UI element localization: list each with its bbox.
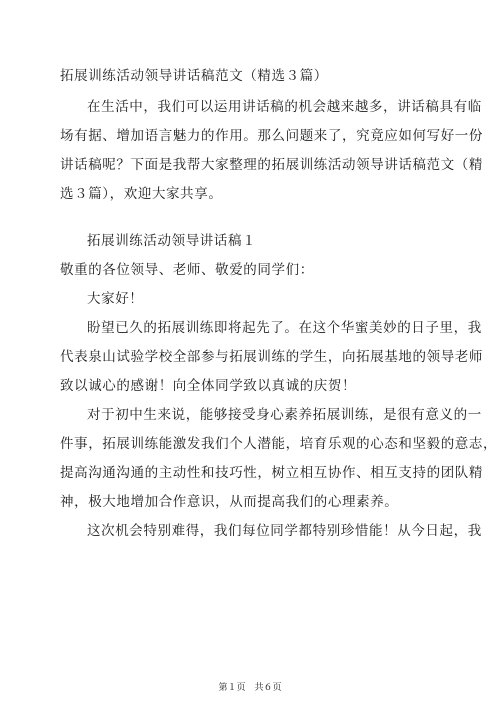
page-footer: 第１页 共６页 — [218, 683, 282, 693]
paragraph-line: 神，极大地增加合作意识，从而提高我们的心理素养。 — [60, 494, 399, 510]
paragraph-line: 选３篇），欢迎大家共享。 — [60, 186, 223, 202]
document-title: 拓展训练活动领导讲话稿范文（精选３篇） — [60, 68, 328, 84]
section-heading: 拓展训练活动领导讲话稿１ — [87, 233, 257, 249]
paragraph-line: 致以诚心的感谢！向全体同学致以真诚的庆贺！ — [60, 378, 357, 394]
paragraph-line: 盼望已久的拓展训练即将起先了。在这个华蜜美妙的日子里，我 — [87, 320, 482, 336]
paragraph-2 — [60, 401, 498, 517]
paragraph-1 — [60, 314, 483, 401]
greeting: 大家好！ — [87, 291, 144, 307]
paragraph-line: 讲话稿呢？下面是我帮大家整理的拓展训练活动领导讲话稿范文（精 — [60, 157, 483, 173]
paragraph-line: 对于初中生来说，能够接受身心素养拓展训练，是很有意义的一 — [87, 407, 482, 423]
paragraph-line: 代表泉山试验学校全部参与拓展训练的学生，向拓展基地的领导老师 — [60, 349, 483, 365]
intro-paragraph — [60, 93, 483, 209]
paragraph-line: 件事，拓展训练能激发我们个人潜能，培育乐观的心态和坚毅的意志， — [60, 436, 498, 452]
paragraph-3 — [60, 517, 482, 546]
document-body — [60, 62, 498, 546]
paragraph-line: 提高沟通沟通的主动性和技巧性，树立相互协作、相互支持的团队精 — [60, 465, 483, 481]
paragraph-line: 这次机会特别难得，我们每位同学都特别珍惜能！从今日起，我 — [87, 523, 482, 539]
section-spacer — [60, 209, 444, 227]
paragraph-line: 在生活中，我们可以运用讲话稿的机会越来越多，讲话稿具有临 — [87, 99, 482, 115]
paragraph-line: 场有据、增加语言魅力的作用。那么问题来了，究竟应如何写好一份 — [60, 128, 483, 144]
salutation: 敬重的各位领导、老师、敬爱的同学们： — [60, 262, 314, 278]
